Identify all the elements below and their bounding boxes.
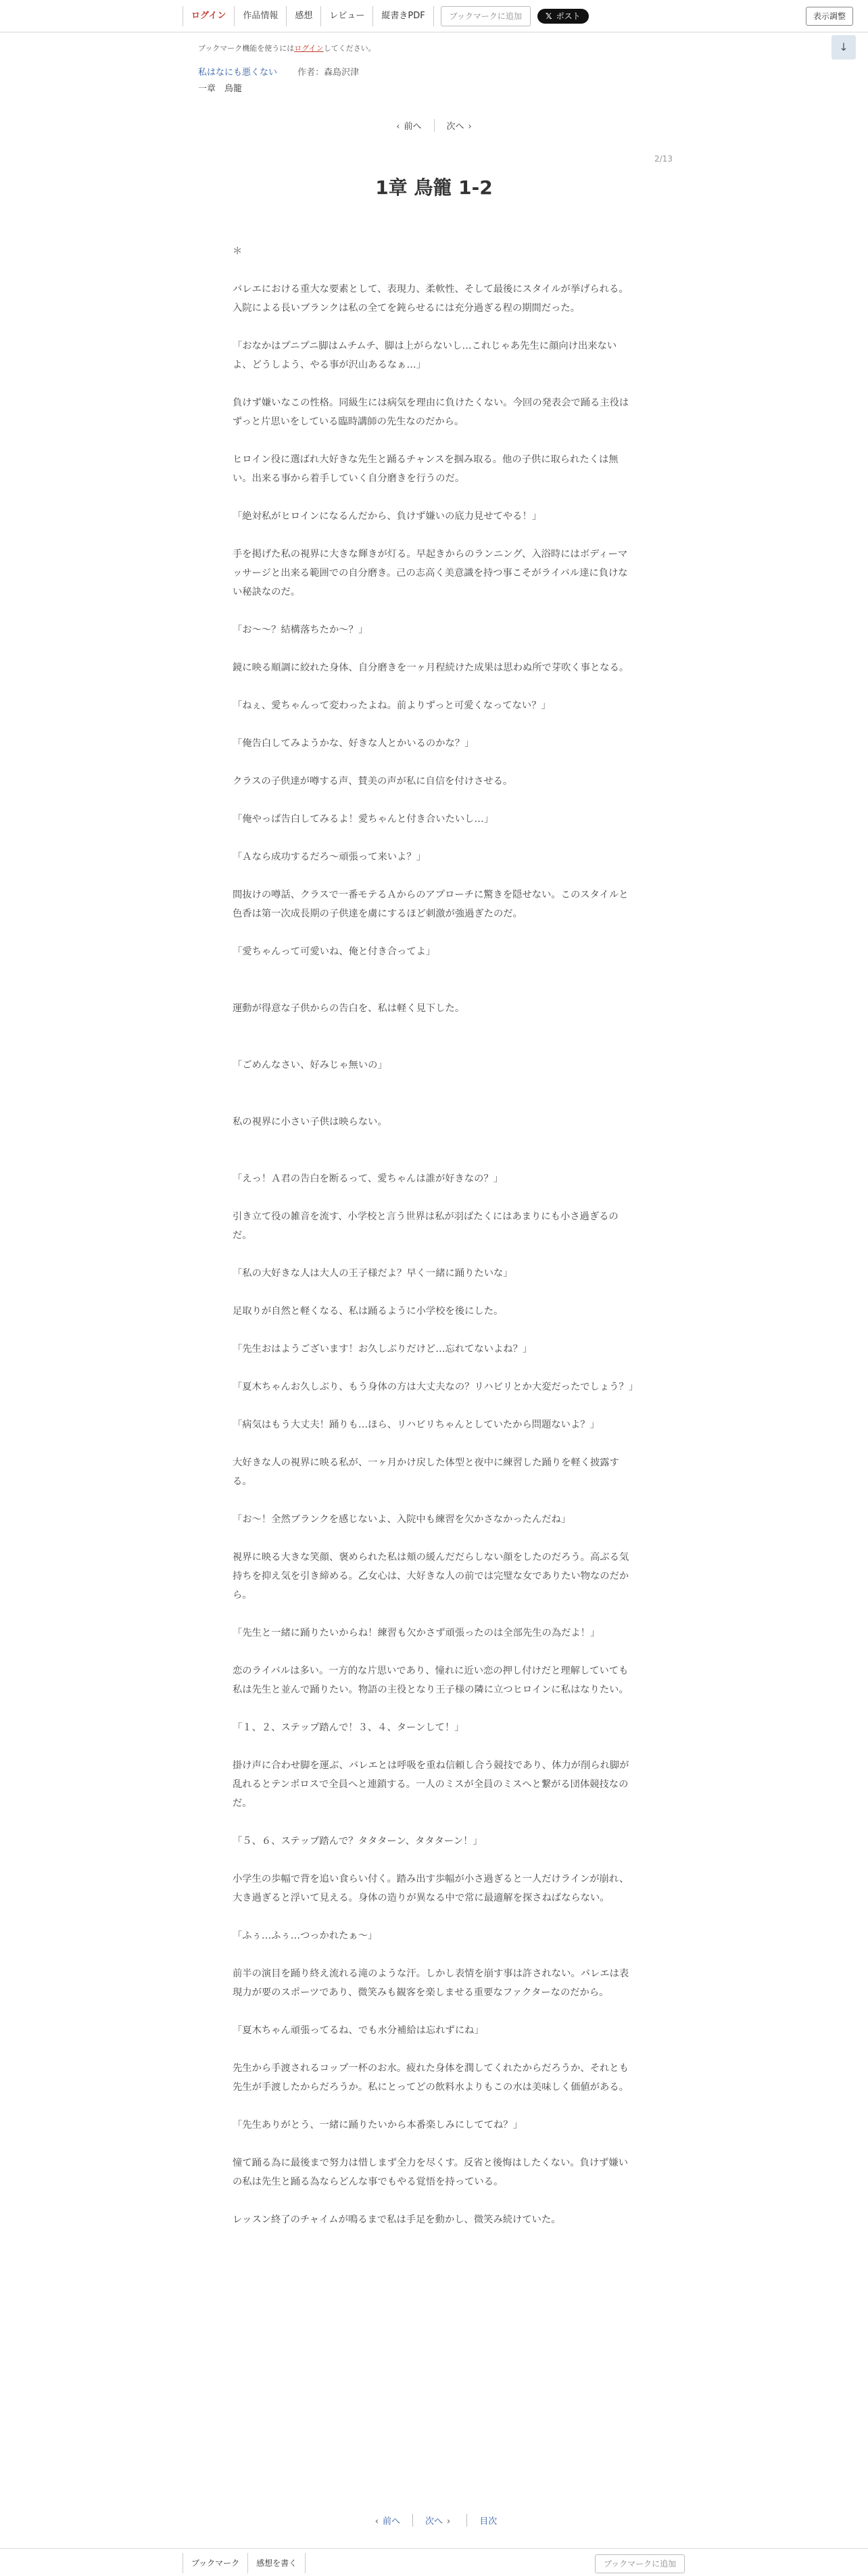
paragraph: 「先生ありがとう、一緒に踊りたいから本番楽しみにしててね？」 [233, 2120, 523, 2131]
x-post-button[interactable] [537, 9, 589, 24]
bookmark-note-login-link[interactable]: ログイン [294, 44, 324, 53]
paragraph: 先生から手渡されるコップ一杯のお水。疲れた身体を潤してくれたからだろうか、それとも先生が手渡したからだろうか。私にとってどの飲料水よりもこの水は美味しく価値がある。 [233, 2063, 629, 2093]
paragraph: 「俺告白してみようかな、好きな人とかいるのかな？」 [233, 738, 475, 749]
paragraph: 引き立て役の雑音を流す、小学校と言う世界は私が羽ばたくにはあまりにも小さ過ぎるのだ。 [233, 1211, 619, 1241]
paragraph: バレエにおける重大な要素として、表現力、柔軟性、そして最後にスタイルが挙げられる。入院による長いブランクは私の全てを鈍らせるには充分過ぎる程の期間だった。 [233, 284, 629, 314]
bookmark-note-suffix: してください。 [323, 44, 376, 53]
paragraph: 「えっ！Ａ君の告白を断るって、愛ちゃんは誰が好きなの？」 [233, 1173, 504, 1184]
top-nav [183, 6, 589, 26]
paragraph: 「お〜〜？結構落ちたか〜？」 [233, 625, 368, 635]
paragraph: 「愛ちゃんって可愛いね、俺と付き合ってよ」 [233, 946, 436, 957]
display-settings-button[interactable]: 表示調整 [806, 7, 853, 26]
toc-link[interactable]: 目次 [466, 2514, 509, 2527]
chevron-left-icon: ‹ [396, 122, 400, 132]
paragraph: 「ふぅ…ふぅ…つっかれたぁ〜」 [233, 1930, 378, 1941]
paragraph: 「５、６、ステップ踏んで？タタターン、タタターン！」 [233, 1836, 483, 1847]
chevron-right-icon: › [468, 122, 472, 132]
novel-body [233, 242, 639, 2248]
x-logo-icon: 𝕏 [545, 11, 552, 21]
paragraph: 「夏木ちゃんお久しぶり、もう身体の方は大丈夫なの？リハビリとか大変だったでしょう？」 [233, 1382, 639, 1392]
paragraph: 間抜けの噂話、クラスで一番モテるＡからのアプローチに驚きを隠せない。このスタイルと色香は第一次成長期の子供達を虜にするほど刺激が強過ぎたのだ。 [233, 890, 629, 919]
prev-page-link[interactable] [380, 119, 433, 132]
paragraph: 負けず嫌いなこの性格。同級生には病気を理由に負けたくない。今回の発表会で踊る主役はずっと片思いをしている臨時講師の先生なのだから。 [233, 397, 629, 427]
bookmark-button[interactable]: ブックマーク [183, 2553, 247, 2573]
paragraph: クラスの子供達が噂する声、賛美の声が私に自信を付けさせる。 [233, 776, 513, 787]
bookmark-login-note [198, 43, 376, 53]
prev-page-link-bottom[interactable] [359, 2514, 412, 2527]
pager-bottom [0, 2514, 868, 2527]
impressions-link[interactable]: 感想 [286, 6, 320, 26]
author-label: 作者：森島沢津 [297, 68, 360, 78]
next-page-link-bottom[interactable] [412, 2514, 466, 2527]
vertical-pdf-link[interactable]: 縦書きPDF [372, 6, 433, 26]
novel-title-link[interactable]: 私はなにも悪くない [198, 68, 278, 78]
paragraph: レッスン終了のチャイムが鳴るまで私は手足を動かし、微笑み続けていた。 [233, 2214, 561, 2225]
paragraph: 掛け声に合わせ脚を運ぶ、バレエとは呼吸を重ね信頼し合う競技であり、体力が削られ脚が乱れるとテンポロスで全員へと連鎖する。一人のミスが全員のミスへと繋がる団体競技なのだ。 [233, 1760, 629, 1809]
bottom-bar [0, 2548, 868, 2576]
paragraph: 運動が得意な子供からの告白を、私は軽く見下した。 [233, 1003, 465, 1014]
paragraph: 「おなかはプニプニ脚はムチムチ、脚は上がらないし…これじゃあ先生に顔向け出来ないよ、どうしよう、やる事が沢山あるなぁ…」 [233, 341, 617, 370]
chevron-left-icon: ‹ [375, 2517, 379, 2527]
pager-top [0, 119, 868, 132]
write-review-button[interactable]: 感想を書く [247, 2553, 306, 2573]
chevron-right-icon: › [447, 2517, 451, 2527]
paragraph: 私の視界に小さい子供は映らない。 [233, 1117, 387, 1127]
paragraph: ヒロイン役に選ばれ大好きな先生と踊るチャンスを掴み取る。他の子供に取られたくは無い。出来る事から着手していく自分磨きを行うのだ。 [233, 454, 619, 484]
work-info-link[interactable]: 作品情報 [234, 6, 286, 26]
chapter-title: 1章 鳥籠 1-2 [375, 176, 493, 199]
prev-label: 前へ [404, 122, 422, 132]
scroll-down-icon[interactable]: ↓ [831, 35, 856, 59]
chapter-name: 一章 鳥籠 [198, 84, 243, 94]
next-label: 次へ [425, 2517, 443, 2527]
paragraph: 大好きな人の視界に映る私が、一ヶ月かけ戻した体型と夜中に練習した踊りを軽く披露する。 [233, 1457, 619, 1487]
login-link[interactable]: ログイン [183, 6, 234, 26]
paragraph: 「病気はもう大丈夫！踊りも…ほら、リハビリちゃんとしていたから問題ないよ？」 [233, 1419, 600, 1430]
paragraph: 「１、２、ステップ踏んで！３、４、ターンして！」 [233, 1722, 464, 1733]
paragraph: 小学生の歩幅で背を追い食らい付く。踏み出す歩幅が小さ過ぎると一人だけラインが崩れ、大き過ぎると浮いて見える。身体の造りが異なる中で常に最適解を探さねばならない。 [233, 1874, 629, 1903]
paragraph: 「先生と一緒に踊りたいからね！練習も欠かさず頑張ったのは全部先生の為だよ！」 [233, 1628, 600, 1638]
bottom-bookmark-add-button[interactable]: ブックマークに追加 [595, 2554, 685, 2573]
page-number: 2/13 [654, 154, 673, 164]
paragraph: 前半の演目を踊り終え流れる滝のような汗。しかし表情を崩す事は許されない。バレエは表現力が要のスポーツであり、微笑みも観客を楽しませる重要なファクターなのだから。 [233, 1968, 629, 1998]
paragraph: 手を掲げた私の視界に大きな輝きが灯る。早起きからのランニング、入浴時にはボディーマッサージと出来る範囲での自分磨き。己の志高く美意識を持つ事こそがライバル達に負けない秘訣なのだ。 [233, 549, 628, 598]
paragraph: 鏡に映る順調に絞れた身体、自分磨きを一ヶ月程続けた成果は思わぬ所で芽吹く事となる。 [233, 662, 629, 673]
prev-label: 前へ [382, 2517, 400, 2527]
paragraph: 「Ａなら成功するだろ〜頑張って来いよ？」 [233, 852, 426, 862]
paragraph: 視界に映る大きな笑顔、褒められた私は頬の緩んだだらしない顔をしたのだろう。高ぶる気持ちを抑え気を引き締める。乙女心は、大好きな人の前では完璧な女でありたい物なのだから。 [233, 1552, 629, 1601]
top-bar [0, 0, 868, 32]
review-link[interactable]: レビュー [320, 6, 372, 26]
next-label: 次へ [446, 122, 464, 132]
paragraph: 「お〜！全然ブランクを感じないよ、入院中も練習を欠かさなかったんだね」 [233, 1514, 571, 1525]
paragraph: 「私の大好きな人は大人の王子様だよ？早く一緒に踊りたいな」 [233, 1268, 513, 1279]
paragraph: 「絶対私がヒロインになるんだから、負けず嫌いの底力見せてやる！」 [233, 511, 542, 522]
paragraph: ＊ [233, 246, 243, 257]
next-page-link[interactable] [434, 119, 488, 132]
paragraph: 「夏木ちゃん頑張ってるね、でも水分補給は忘れずにね」 [233, 2025, 484, 2036]
novel-info [198, 65, 359, 81]
paragraph: 恋のライバルは多い。一方的な片思いであり、憧れに近い恋の押し付けだと理解していても私は先生と並んで踊りたい。物語の主役となり王子様の隣に立つヒロインに私はなりたい。 [233, 1666, 629, 1695]
paragraph: 「ごめんなさい、好みじゃ無いの」 [233, 1060, 387, 1071]
paragraph: 「ねぇ、愛ちゃんって変わったよね。前よりずっと可愛くなってない？」 [233, 700, 551, 711]
paragraph: 足取りが自然と軽くなる、私は踊るように小学校を後にした。 [233, 1306, 504, 1317]
bookmark-note-prefix: ブックマーク機能を使うには [198, 44, 295, 53]
bookmark-add-button[interactable]: ブックマークに追加 [441, 6, 531, 26]
paragraph: 「先生おはようございます！お久しぶりだけど…忘れてないよね？」 [233, 1344, 533, 1355]
paragraph: 「俺やっぱ告白してみるよ！愛ちゃんと付き合いたいし…」 [233, 814, 494, 825]
x-post-label: ポスト [556, 11, 581, 21]
paragraph: 憧て踊る為に最後まで努力は惜しまず全力を尽くす。反省と後悔はしたくない。負けず嫌いの私は先生と踊る為ならどんな事でもやる覚悟を持っている。 [233, 2158, 629, 2187]
